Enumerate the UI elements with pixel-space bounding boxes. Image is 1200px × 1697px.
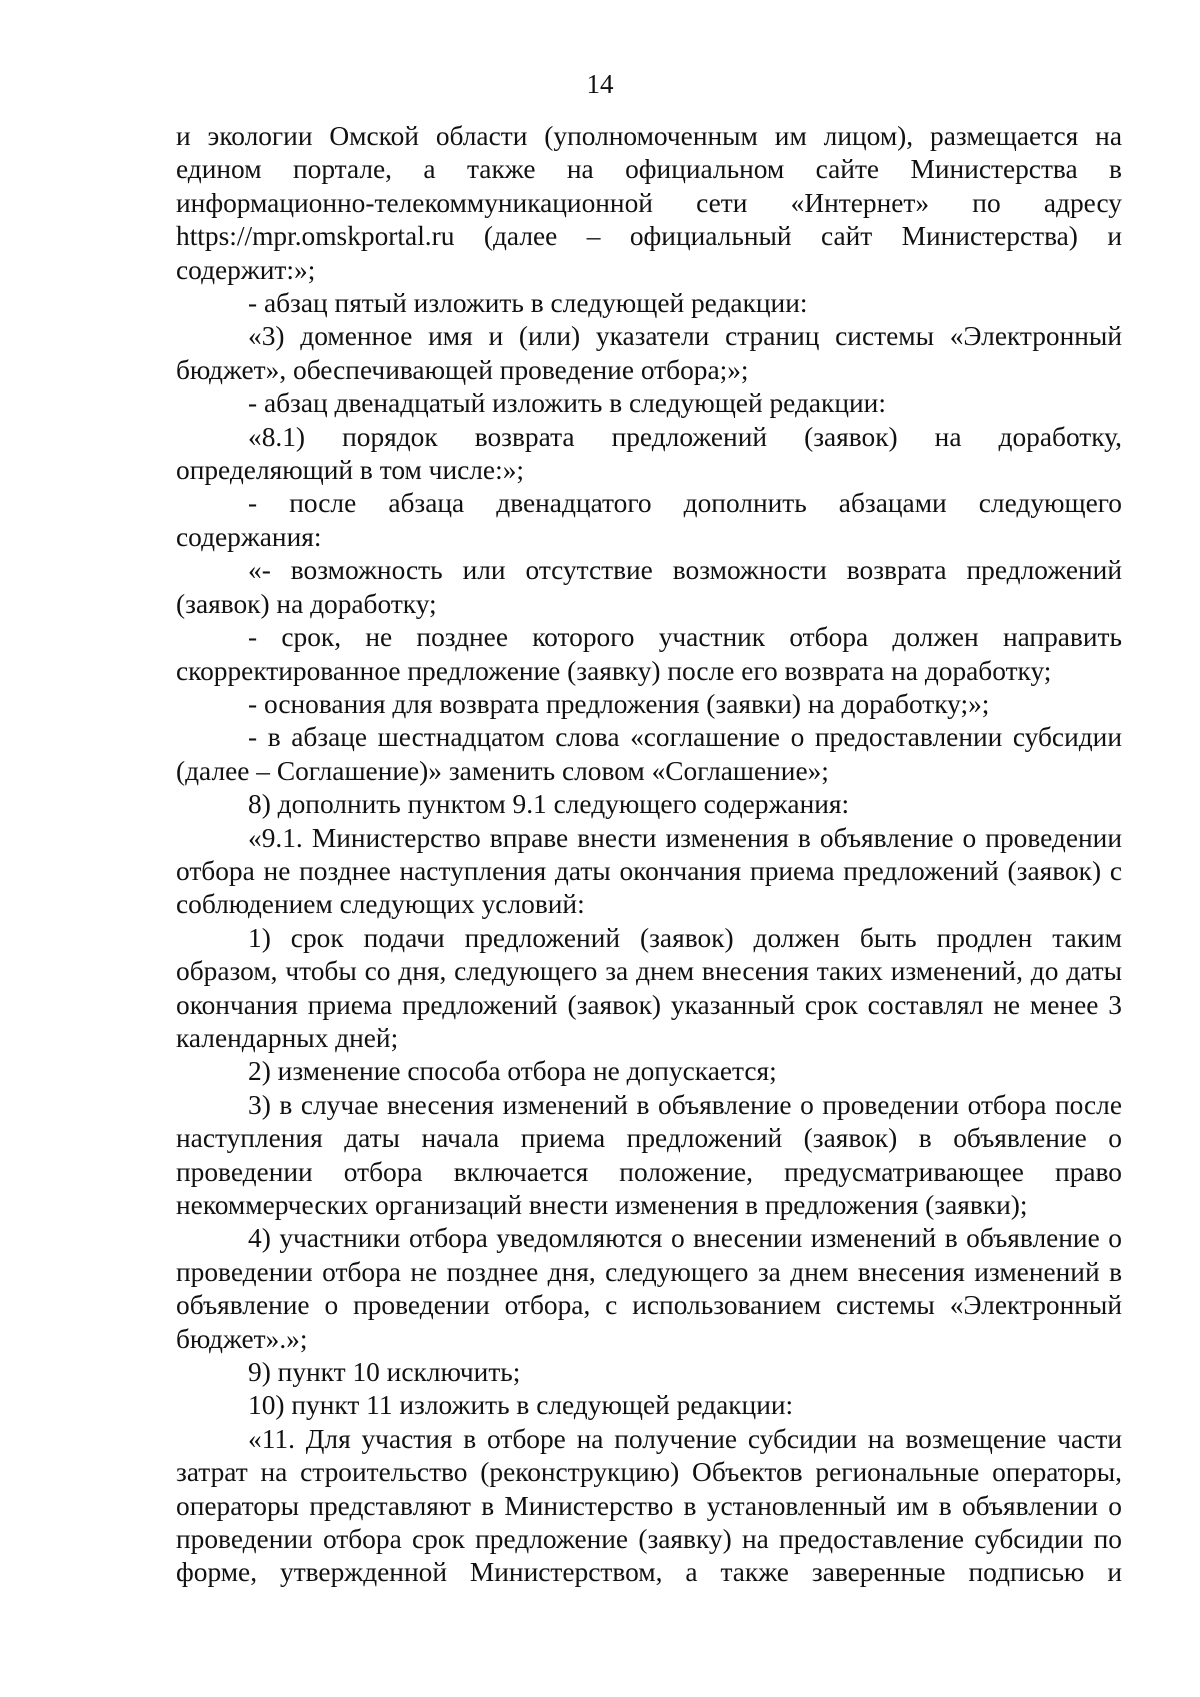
document-body [176, 120, 1122, 1590]
paragraph: - абзац пятый изложить в следующей редакции: [248, 288, 808, 319]
paragraph: - после абзаца двенадцатого дополнить абзацами следующего содержания: [176, 488, 1122, 552]
page-number: 14 [586, 69, 614, 99]
paragraph: «11. Для участия в отборе на получение субсидии на возмещение части затрат на строительство (реконструкцию) Объектов региональные операторы, операторы представляют в Министерство в установленный им в объявлении о проведении отбора срок предложение (заявку) на предоставление субсидии по форме, утвержденной Министерством, а также заверенные подписью и [176, 1423, 1122, 1588]
paragraph: и экологии Омской области (уполномоченным им лицом), размещается на едином портале, а также на официальном сайте Министерства в информационно-телекоммуникационной сети «Интернет» по адресу https://mpr.omskportal.ru (далее – официальный сайт Министерства) и содержит:»; [176, 121, 1122, 285]
paragraph: 3) в случае внесения изменений в объявление о проведении отбора после наступления даты начала приема предложений (заявок) в объявление о проведении отбора включается положение, предусматривающее право некоммерческих организаций внести изменения в предложения (заявки); [176, 1089, 1122, 1220]
paragraph: - основания для возврата предложения (заявки) на доработку;»; [248, 688, 990, 719]
paragraph: - срок, не позднее которого участник отбора должен направить скорректированное предложение (заявку) после его возврата на доработку; [176, 622, 1122, 686]
paragraph: 9) пункт 10 исключить; [248, 1357, 521, 1388]
paragraph: 1) срок подачи предложений (заявок) должен быть продлен таким образом, чтобы со дня, следующего за днем внесения таких изменений, до даты окончания приема предложений (заявок) указанный срок составлял не менее 3 календарных дней; [176, 922, 1122, 1053]
paragraph: «8.1) порядок возврата предложений (заявок) на доработку, определяющий в том числе:»; [176, 421, 1122, 486]
paragraph: «9.1. Министерство вправе внести изменения в объявление о проведении отбора не позднее наступления даты окончания приема предложений (заявок) с соблюдением следующих условий: [176, 822, 1122, 920]
paragraph: «- возможность или отсутствие возможности возврата предложений (заявок) на доработку; [176, 555, 1122, 619]
paragraph: - абзац двенадцатый изложить в следующей редакции: [248, 388, 886, 419]
paragraph: 8) дополнить пунктом 9.1 следующего содержания: [248, 789, 850, 820]
paragraph: «3) доменное имя и (или) указатели страниц системы «Электронный бюджет», обеспечивающей проведение отбора;»; [176, 321, 1122, 385]
paragraph: 4) участники отбора уведомляются о внесении изменений в объявление о проведении отбора не позднее дня, следующего за днем внесения изменений в объявление о проведении отбора, с использованием системы «Электронный бюджет».»; [176, 1223, 1122, 1354]
paragraph: 10) пункт 11 изложить в следующей редакции: [248, 1390, 794, 1421]
paragraph: 2) изменение способа отбора не допускается; [248, 1056, 777, 1087]
paragraph: - в абзаце шестнадцатом слова «соглашение о предоставлении субсидии (далее – Соглашение)» заменить словом «Соглашение»; [176, 722, 1122, 786]
